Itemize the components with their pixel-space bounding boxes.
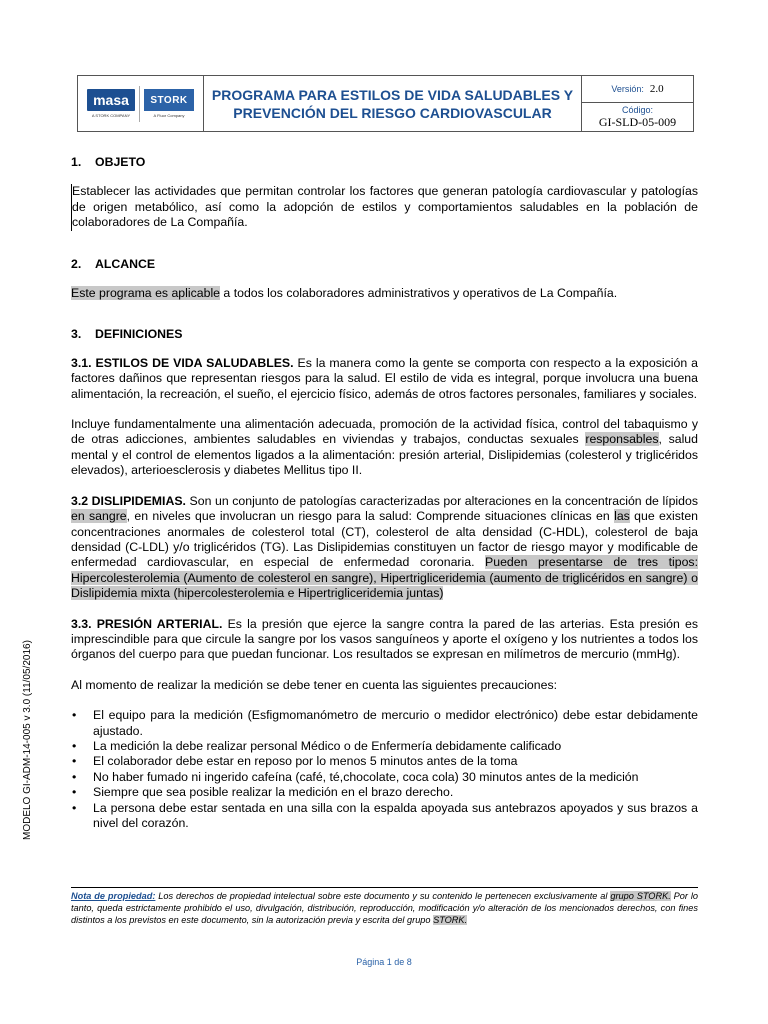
precautions-list <box>71 708 698 831</box>
list-item: • Siempre que sea posible realizar la medición en el brazo derecho. <box>93 785 698 800</box>
section-3-heading <box>71 327 698 342</box>
masa-logo <box>87 89 135 118</box>
definition-3-1-p2-a: Incluye fundamentalmente una alimentación adecuada, promoción de la actividad física, control del tabaquismo y de otras adicciones, ambientes saludables en viviendas y trabajos, conductas sexuales <box>71 417 698 447</box>
section-2-number: 2. <box>71 256 82 271</box>
list-item: • El equipo para la medición (Esfigmomanómetro de mercurio o medidor electrónico) debe estar debidamente ajustado. <box>93 708 698 739</box>
definition-3-1-p2-b: , salud mental y el control de elementos ligados a la alimentación: presión arterial, Dislipidemias (colesterol y triglicéridos elevados), arterioesclerosis y diabetes Mellitus tipo II. <box>71 432 698 478</box>
document-title <box>204 76 582 131</box>
definition-3-2-c: que existen concentraciones anormales de colesterol total (CT), colesterol de alta densidad (C-HDL), colesterol de baja densidad (C-LDL) y/o triglicéridos (TG). Las Dislipidemias constituyen un factor de riesgo mayor y modificable de enfermedad cardiovascular, en especial de enfermedad coronaria. <box>71 509 699 570</box>
definition-3-3 <box>71 617 698 663</box>
definition-3-1-p2-highlight: responsables <box>585 432 659 447</box>
definition-3-2 <box>71 494 698 602</box>
title-line-1: PROGRAMA PARA ESTILOS DE VIDA SALUDABLES Y <box>211 86 574 103</box>
title-line-2: PREVENCIÓN DEL RIESGO CARDIOVASCULAR <box>233 104 552 121</box>
definition-3-2-title: 3.2 DISLIPIDEMIAS. <box>71 493 186 508</box>
logo-divider <box>139 86 140 122</box>
list-item: • La medición la debe realizar personal Médico o de Enfermería debidamente calificado <box>93 739 698 754</box>
definition-3-3-title: 3.3. PRESIÓN ARTERIAL. <box>71 616 223 631</box>
model-side-label: MODELO GI-ADM-14-005 v 3.0 (11/05/2016) <box>22 640 33 840</box>
masa-logo-mark: masa <box>87 89 135 111</box>
definition-3-2-a: Son un conjunto de patologías caracterizadas por alteraciones en la concentración de lípidos <box>185 493 698 508</box>
code-row <box>582 103 693 131</box>
stork-logo <box>144 89 194 118</box>
property-note-highlight-1: grupo STORK. <box>610 891 671 901</box>
list-item: • El colaborador debe estar en reposo por lo menos 5 minutos antes de la toma <box>93 754 698 769</box>
property-note-text-a: Los derechos de propiedad intelectual sobre este documento y su contenido le pertenecen exclusivamente al <box>155 891 611 901</box>
property-note-highlight-2: STORK. <box>433 915 468 925</box>
logo-cell <box>78 76 204 131</box>
masa-logo-sub: A STORK COMPANY <box>91 113 131 118</box>
code-value: GI-SLD-05-009 <box>598 114 677 129</box>
section-2-rest: a todos los colaboradores administrativos y operativos de La Compañía. <box>220 286 618 301</box>
document-header <box>77 75 694 132</box>
stork-logo-mark: STORK <box>144 89 194 111</box>
definition-3-3-text: Es la presión que ejerce la sangre contra la pared de las arterias. Esta presión es imprescindible para que circule la sangre por los vasos sanguíneos y aporte el oxígeno y los nutrientes a todos los órganos del cuerpo para que puedan funcionar. Los resultados se expresan en milímetros de mercurio (mmHg). <box>71 616 698 662</box>
definition-3-2-highlight-3: Pueden presentarse de tres tipos: Hipercolesterolemia (Aumento de colesterol en sangre), Hipertrigliceridemia (aumento de triglicéridos en sangre) o Dislipidemia mixta (hipercolesterolemia e Hipertrigliceridemia juntas) <box>71 555 698 601</box>
document-body <box>71 155 698 831</box>
property-note-text-b: Por lo tanto, queda estrictamente prohibido el uso, divulgación, distribución, reproducción, modificación y/o alteración de los mencionados derechos, con fines distintos a los previstos en este documento, sin la autorización previa y escrita del grupo <box>71 891 699 925</box>
list-item: • La persona debe estar sentada en una silla con la espalda apoyada sus antebrazos apoyados y sus brazos a nivel del corazón. <box>93 801 698 832</box>
definition-3-1 <box>71 356 698 402</box>
version-value: 2.0 <box>649 83 664 95</box>
list-item: • No haber fumado ni ingerido cafeína (café, té,chocolate, coca cola) 30 minutos antes de la medición <box>93 770 698 785</box>
section-2-text <box>71 286 698 301</box>
definition-3-1-paragraph-2 <box>71 417 698 479</box>
definition-3-1-title: 3.1. ESTILOS DE VIDA SALUDABLES. <box>71 355 294 370</box>
section-3-title: DEFINICIONES <box>95 327 183 342</box>
version-label: Versión: <box>611 84 644 94</box>
section-1-number: 1. <box>71 155 82 169</box>
section-1-text: Establecer las actividades que permitan controlar los factores que generan patología cardiovascular y patologías de origen metabólico, así como la adopción de estilos y comportamientos saludables en la población de colaboradores de La Compañía. <box>72 184 698 230</box>
meta-cell <box>582 76 693 131</box>
property-note-lead: Nota de propiedad: <box>71 891 156 901</box>
section-1-title: OBJETO <box>95 155 146 169</box>
definition-3-1-text: Es la manera como la gente se comporta con respecto a la exposición a factores dañinos que representan riesgos para la salud. El estilo de vida es integral, porque involucra una buena alimentación, la recreación, el sueño, el ejercicio físico, además de otros factores personales, familiares y sociales. <box>71 355 698 401</box>
property-note <box>71 887 698 926</box>
version-row <box>582 76 693 103</box>
section-3-number: 3. <box>71 327 82 342</box>
stork-logo-sub: A Fluor Company <box>153 113 185 118</box>
code-label: Código: <box>621 104 654 115</box>
section-2-title: ALCANCE <box>95 256 156 271</box>
precautions-intro: Al momento de realizar la medición se debe tener en cuenta las siguientes precauciones: <box>71 677 558 692</box>
definition-3-2-highlight-1: en sangre <box>71 509 127 524</box>
definition-3-2-b: , en niveles que involucran un riesgo para la salud: Comprende situaciones clínicas en <box>126 509 615 524</box>
definition-3-2-highlight-2: las <box>614 509 630 524</box>
section-1-heading <box>71 155 698 170</box>
section-2-heading <box>71 257 698 272</box>
page-number: Página 1 de 8 <box>356 957 412 967</box>
section-2-highlight: Este programa es aplicable <box>71 286 221 301</box>
